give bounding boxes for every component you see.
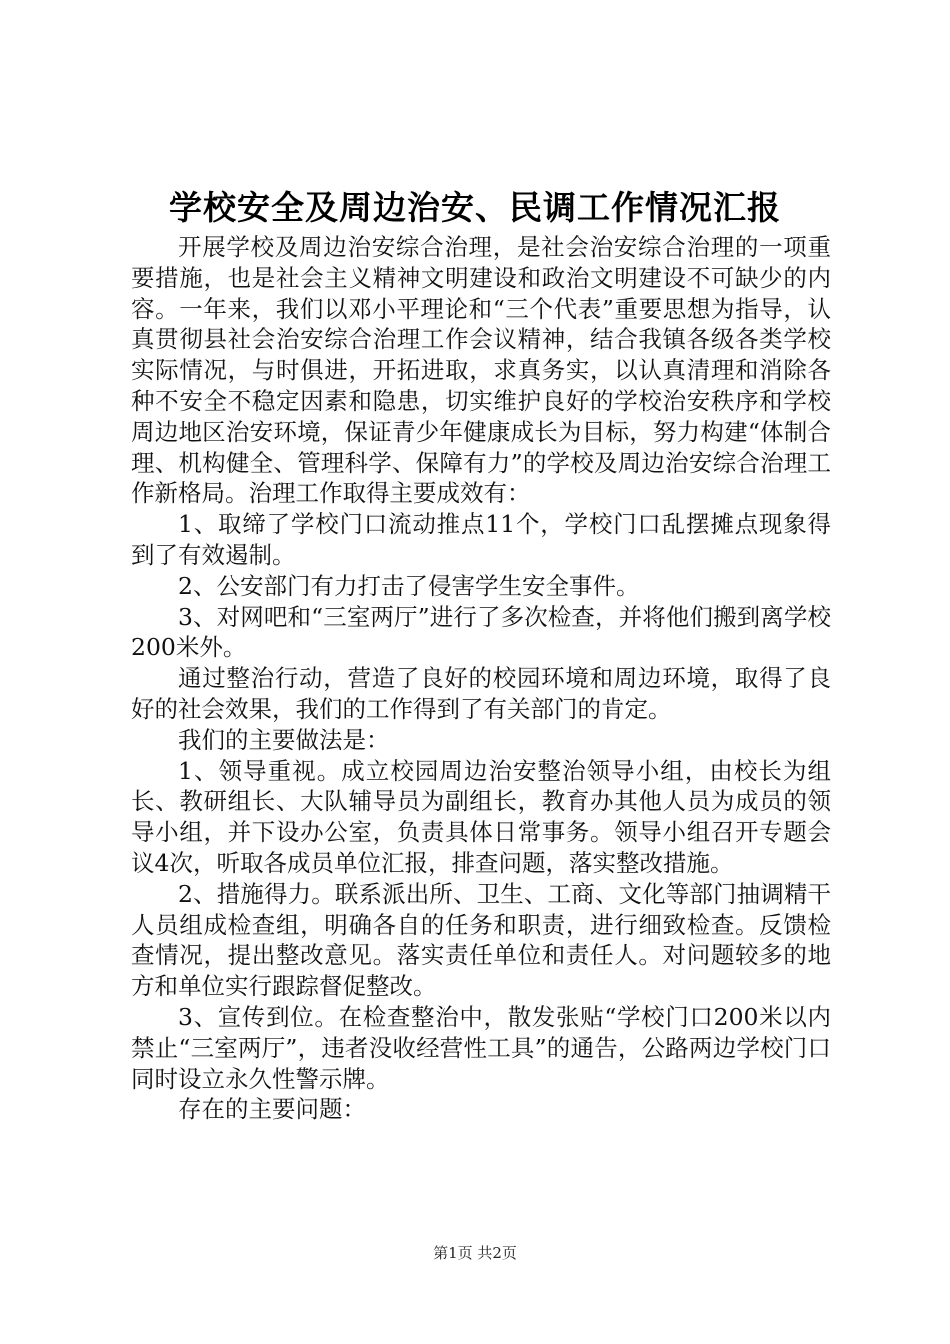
paragraph-method-1: 1、领导重视。成立校园周边治安整治领导小组，由校长为组长、教研组长、大队辅导员为副组长，教育办其他人员为成员的领导小组，并下设办公室，负责具体日常事务。领导小组召开专题会议4次，听取各成员单位汇报，排查问题，落实整改措施。 [131,756,831,877]
paragraph-method-3: 3、宣传到位。在检查整治中，散发张贴“学校门口200米以内禁止“三室两厅”，违者没收经营性工具”的通告，公路两边学校门口同时设立永久性警示牌。 [131,1002,831,1093]
document-body [131,232,831,1125]
document-title: 学校安全及周边治安、民调工作情况汇报 [169,188,781,227]
paragraph-summary: 通过整治行动，营造了良好的校园环境和周边环境，取得了良好的社会效果，我们的工作得到了有关部门的肯定。 [131,664,831,723]
paragraph-result-3: 3、对网吧和“三室两厅”进行了多次检查，并将他们搬到离学校200米外。 [131,602,831,662]
paragraph-methods-heading: 我们的主要做法是： [178,725,390,754]
page-number-footer: 第1页 共2页 [433,1244,517,1262]
paragraph-result-1: 1、取缔了学校门口流动推点11个，学校门口乱摆摊点现象得到了有效遏制。 [131,510,831,569]
paragraph-result-2: 2、公安部门有力打击了侵害学生安全事件。 [178,571,640,600]
paragraph-problems-heading: 存在的主要问题： [178,1095,366,1124]
paragraph-method-2: 2、措施得力。联系派出所、卫生、工商、文化等部门抽调精干人员组成检查组，明确各自的任务和职责，进行细致检查。反馈检查情况，提出整改意见。落实责任单位和责任人。对问题较多的地方和单位实行跟踪督促整改。 [131,879,831,1001]
paragraph-intro: 开展学校及周边治安综合治理，是社会治安综合治理的一项重要措施，也是社会主义精神文明建设和政治文明建设不可缺少的内容。一年来，我们以邓小平理论和“三个代表”重要思想为指导，认真贯彻县社会治安综合治理工作会议精神，结合我镇各级各类学校实际情况，与时俱进，开拓进取，求真务实，以认真清理和消除各种不安全不稳定因素和隐患，切实维护良好的学校治安秩序和学校周边地区治安环境，保证青少年健康成长为目标，努力构建“体制合理、机构健全、管理科学、保障有力”的学校及周边治安综合治理工作新格局。治理工作取得主要成效有： [131,233,831,508]
